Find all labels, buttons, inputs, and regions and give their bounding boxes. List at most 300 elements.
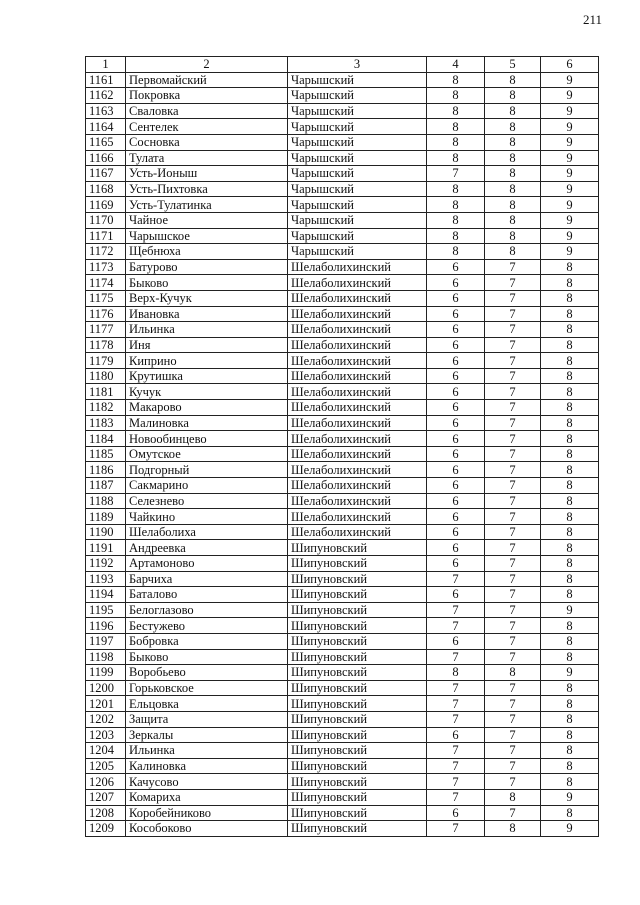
row-number-cell: 1202: [86, 711, 126, 727]
table-row: [86, 72, 599, 88]
column-header: 2: [126, 57, 288, 73]
row-number-cell: 1187: [86, 478, 126, 494]
value-cell-col6: 9: [541, 103, 599, 119]
table-row: [86, 711, 599, 727]
value-cell-col4: 6: [427, 400, 485, 416]
table-row: [86, 540, 599, 556]
table-row: [86, 181, 599, 197]
settlement-name-cell: Кучук: [126, 384, 288, 400]
row-number-cell: 1186: [86, 462, 126, 478]
row-number-cell: 1204: [86, 743, 126, 759]
value-cell-col6: 9: [541, 789, 599, 805]
table-row: [86, 805, 599, 821]
district-name-cell: Шелаболихинский: [288, 290, 427, 306]
value-cell-col6: 9: [541, 665, 599, 681]
settlement-name-cell: Сентелек: [126, 119, 288, 135]
value-cell-col6: 8: [541, 446, 599, 462]
value-cell-col6: 9: [541, 150, 599, 166]
value-cell-col6: 8: [541, 493, 599, 509]
row-number-cell: 1178: [86, 337, 126, 353]
value-cell-col4: 8: [427, 665, 485, 681]
table-row: [86, 103, 599, 119]
value-cell-col4: 6: [427, 462, 485, 478]
settlement-name-cell: Комариха: [126, 789, 288, 805]
value-cell-col5: 8: [485, 88, 541, 104]
settlement-name-cell: Барчиха: [126, 571, 288, 587]
settlement-name-cell: Чарышское: [126, 228, 288, 244]
value-cell-col5: 8: [485, 166, 541, 182]
table-row: [86, 244, 599, 260]
district-name-cell: Шипуновский: [288, 758, 427, 774]
settlement-name-cell: Баталово: [126, 587, 288, 603]
row-number-cell: 1200: [86, 680, 126, 696]
district-name-cell: Шипуновский: [288, 743, 427, 759]
row-number-cell: 1191: [86, 540, 126, 556]
district-name-cell: Шипуновский: [288, 571, 427, 587]
row-number-cell: 1189: [86, 509, 126, 525]
column-header: 6: [541, 57, 599, 73]
district-name-cell: Шелаболихинский: [288, 306, 427, 322]
row-number-cell: 1183: [86, 415, 126, 431]
table-row: [86, 649, 599, 665]
page-number: 211: [582, 12, 602, 27]
settlement-name-cell: Верх-Кучук: [126, 290, 288, 306]
value-cell-col6: 8: [541, 462, 599, 478]
table-row: [86, 821, 599, 837]
value-cell-col4: 6: [427, 259, 485, 275]
value-cell-col6: 8: [541, 805, 599, 821]
value-cell-col5: 7: [485, 587, 541, 603]
settlement-name-cell: Сваловка: [126, 103, 288, 119]
value-cell-col4: 7: [427, 571, 485, 587]
district-name-cell: Чарышский: [288, 197, 427, 213]
value-cell-col5: 7: [485, 322, 541, 338]
row-number-cell: 1203: [86, 727, 126, 743]
table-row: [86, 587, 599, 603]
table-row: [86, 353, 599, 369]
settlement-name-cell: Тулата: [126, 150, 288, 166]
table-row: [86, 337, 599, 353]
value-cell-col5: 7: [485, 618, 541, 634]
table-row: [86, 259, 599, 275]
value-cell-col6: 8: [541, 368, 599, 384]
settlement-name-cell: Ильинка: [126, 322, 288, 338]
row-number-cell: 1197: [86, 633, 126, 649]
table-row: [86, 524, 599, 540]
table-row: [86, 150, 599, 166]
district-name-cell: Шелаболихинский: [288, 509, 427, 525]
value-cell-col4: 6: [427, 587, 485, 603]
value-cell-col6: 8: [541, 306, 599, 322]
value-cell-col4: 6: [427, 540, 485, 556]
value-cell-col6: 8: [541, 337, 599, 353]
column-header: 1: [86, 57, 126, 73]
value-cell-col4: 8: [427, 88, 485, 104]
row-number-cell: 1190: [86, 524, 126, 540]
district-name-cell: Шелаболихинский: [288, 493, 427, 509]
settlement-name-cell: Крутишка: [126, 368, 288, 384]
value-cell-col5: 7: [485, 275, 541, 291]
value-cell-col5: 7: [485, 680, 541, 696]
column-header: 4: [427, 57, 485, 73]
settlement-name-cell: Бестужево: [126, 618, 288, 634]
value-cell-col4: 7: [427, 166, 485, 182]
value-cell-col4: 7: [427, 618, 485, 634]
value-cell-col5: 7: [485, 337, 541, 353]
settlement-name-cell: Андреевка: [126, 540, 288, 556]
value-cell-col4: 7: [427, 789, 485, 805]
value-cell-col6: 8: [541, 743, 599, 759]
row-number-cell: 1207: [86, 789, 126, 805]
value-cell-col6: 8: [541, 431, 599, 447]
value-cell-col5: 7: [485, 478, 541, 494]
settlements-table: [85, 56, 599, 837]
district-name-cell: Шелаболихинский: [288, 353, 427, 369]
row-number-cell: 1196: [86, 618, 126, 634]
row-number-cell: 1193: [86, 571, 126, 587]
settlement-name-cell: Бобровка: [126, 633, 288, 649]
value-cell-col6: 9: [541, 134, 599, 150]
value-cell-col5: 7: [485, 743, 541, 759]
value-cell-col6: 8: [541, 275, 599, 291]
value-cell-col5: 7: [485, 368, 541, 384]
row-number-cell: 1184: [86, 431, 126, 447]
row-number-cell: 1194: [86, 587, 126, 603]
district-name-cell: Чарышский: [288, 103, 427, 119]
value-cell-col5: 8: [485, 244, 541, 260]
district-name-cell: Чарышский: [288, 88, 427, 104]
settlement-name-cell: Киприно: [126, 353, 288, 369]
value-cell-col5: 7: [485, 649, 541, 665]
value-cell-col5: 8: [485, 119, 541, 135]
value-cell-col4: 6: [427, 493, 485, 509]
value-cell-col6: 8: [541, 400, 599, 416]
value-cell-col4: 6: [427, 509, 485, 525]
value-cell-col4: 6: [427, 415, 485, 431]
value-cell-col6: 9: [541, 212, 599, 228]
value-cell-col6: 9: [541, 197, 599, 213]
district-name-cell: Шелаболихинский: [288, 259, 427, 275]
district-name-cell: Чарышский: [288, 181, 427, 197]
table-row: [86, 509, 599, 525]
table-row: [86, 633, 599, 649]
table-row: [86, 228, 599, 244]
table-row: [86, 166, 599, 182]
value-cell-col6: 8: [541, 774, 599, 790]
value-cell-col4: 8: [427, 181, 485, 197]
table-body: [86, 57, 599, 837]
value-cell-col5: 7: [485, 524, 541, 540]
value-cell-col5: 7: [485, 259, 541, 275]
table-row: [86, 493, 599, 509]
settlement-name-cell: Артамоново: [126, 556, 288, 572]
table-row: [86, 88, 599, 104]
district-name-cell: Шелаболихинский: [288, 400, 427, 416]
table-row: [86, 322, 599, 338]
district-name-cell: Шелаболихинский: [288, 524, 427, 540]
row-number-cell: 1177: [86, 322, 126, 338]
value-cell-col5: 8: [485, 665, 541, 681]
table-row: [86, 571, 599, 587]
row-number-cell: 1199: [86, 665, 126, 681]
table-row: [86, 134, 599, 150]
row-number-cell: 1165: [86, 134, 126, 150]
district-name-cell: Шипуновский: [288, 821, 427, 837]
settlement-name-cell: Ельцовка: [126, 696, 288, 712]
district-name-cell: Чарышский: [288, 228, 427, 244]
row-number-cell: 1192: [86, 556, 126, 572]
value-cell-col5: 7: [485, 462, 541, 478]
settlement-name-cell: Ивановка: [126, 306, 288, 322]
value-cell-col5: 7: [485, 384, 541, 400]
table-row: [86, 774, 599, 790]
value-cell-col4: 6: [427, 524, 485, 540]
row-number-cell: 1185: [86, 446, 126, 462]
row-number-cell: 1182: [86, 400, 126, 416]
table-row: [86, 400, 599, 416]
value-cell-col5: 7: [485, 446, 541, 462]
settlement-name-cell: Усть-Тулатинка: [126, 197, 288, 213]
value-cell-col6: 9: [541, 72, 599, 88]
value-cell-col6: 8: [541, 384, 599, 400]
value-cell-col5: 7: [485, 353, 541, 369]
value-cell-col4: 8: [427, 244, 485, 260]
district-name-cell: Чарышский: [288, 166, 427, 182]
row-number-cell: 1168: [86, 181, 126, 197]
district-name-cell: Чарышский: [288, 150, 427, 166]
row-number-cell: 1175: [86, 290, 126, 306]
value-cell-col6: 8: [541, 524, 599, 540]
table-row: [86, 212, 599, 228]
district-name-cell: Шипуновский: [288, 680, 427, 696]
settlement-name-cell: Усть-Ионыш: [126, 166, 288, 182]
value-cell-col4: 6: [427, 368, 485, 384]
district-name-cell: Шипуновский: [288, 774, 427, 790]
value-cell-col5: 7: [485, 493, 541, 509]
district-name-cell: Шелаболихинский: [288, 415, 427, 431]
row-number-cell: 1173: [86, 259, 126, 275]
row-number-cell: 1166: [86, 150, 126, 166]
column-header: 3: [288, 57, 427, 73]
row-number-cell: 1162: [86, 88, 126, 104]
value-cell-col6: 8: [541, 322, 599, 338]
district-name-cell: Шипуновский: [288, 618, 427, 634]
value-cell-col5: 8: [485, 789, 541, 805]
value-cell-col5: 8: [485, 134, 541, 150]
row-number-cell: 1195: [86, 602, 126, 618]
value-cell-col5: 8: [485, 197, 541, 213]
value-cell-col6: 8: [541, 540, 599, 556]
value-cell-col6: 8: [541, 649, 599, 665]
value-cell-col5: 7: [485, 805, 541, 821]
settlement-name-cell: Первомайский: [126, 72, 288, 88]
table-row: [86, 478, 599, 494]
district-name-cell: Шелаболихинский: [288, 431, 427, 447]
value-cell-col5: 7: [485, 431, 541, 447]
value-cell-col6: 9: [541, 181, 599, 197]
value-cell-col4: 6: [427, 446, 485, 462]
value-cell-col5: 7: [485, 540, 541, 556]
value-cell-col6: 8: [541, 618, 599, 634]
district-name-cell: Шипуновский: [288, 805, 427, 821]
value-cell-col4: 6: [427, 384, 485, 400]
row-number-cell: 1181: [86, 384, 126, 400]
settlement-name-cell: Кособоково: [126, 821, 288, 837]
settlement-name-cell: Новообинцево: [126, 431, 288, 447]
district-name-cell: Шипуновский: [288, 696, 427, 712]
value-cell-col6: 9: [541, 228, 599, 244]
table-row: [86, 197, 599, 213]
value-cell-col5: 7: [485, 571, 541, 587]
value-cell-col4: 8: [427, 119, 485, 135]
row-number-cell: 1198: [86, 649, 126, 665]
value-cell-col5: 8: [485, 150, 541, 166]
value-cell-col4: 7: [427, 649, 485, 665]
value-cell-col6: 9: [541, 244, 599, 260]
table-row: [86, 618, 599, 634]
value-cell-col4: 6: [427, 478, 485, 494]
settlement-name-cell: Защита: [126, 711, 288, 727]
value-cell-col5: 8: [485, 181, 541, 197]
value-cell-col5: 7: [485, 306, 541, 322]
row-number-cell: 1206: [86, 774, 126, 790]
value-cell-col4: 6: [427, 322, 485, 338]
table-row: [86, 602, 599, 618]
value-cell-col4: 6: [427, 633, 485, 649]
value-cell-col6: 8: [541, 571, 599, 587]
district-name-cell: Шелаболихинский: [288, 446, 427, 462]
district-name-cell: Шипуновский: [288, 587, 427, 603]
table-row: [86, 758, 599, 774]
value-cell-col6: 9: [541, 88, 599, 104]
value-cell-col6: 8: [541, 478, 599, 494]
district-name-cell: Чарышский: [288, 134, 427, 150]
value-cell-col4: 8: [427, 197, 485, 213]
value-cell-col4: 8: [427, 134, 485, 150]
value-cell-col6: 8: [541, 711, 599, 727]
settlement-name-cell: Калиновка: [126, 758, 288, 774]
value-cell-col5: 7: [485, 696, 541, 712]
value-cell-col6: 8: [541, 259, 599, 275]
table-row: [86, 446, 599, 462]
settlement-name-cell: Малиновка: [126, 415, 288, 431]
value-cell-col4: 6: [427, 805, 485, 821]
value-cell-col5: 7: [485, 711, 541, 727]
settlement-name-cell: Быково: [126, 275, 288, 291]
value-cell-col6: 8: [541, 415, 599, 431]
value-cell-col6: 8: [541, 633, 599, 649]
value-cell-col4: 7: [427, 821, 485, 837]
value-cell-col6: 8: [541, 587, 599, 603]
value-cell-col6: 8: [541, 556, 599, 572]
table-row: [86, 384, 599, 400]
value-cell-col4: 8: [427, 212, 485, 228]
row-number-cell: 1174: [86, 275, 126, 291]
table-row: [86, 290, 599, 306]
value-cell-col5: 8: [485, 103, 541, 119]
district-name-cell: Шипуновский: [288, 602, 427, 618]
value-cell-col6: 8: [541, 290, 599, 306]
value-cell-col6: 8: [541, 727, 599, 743]
value-cell-col5: 7: [485, 290, 541, 306]
value-cell-col4: 7: [427, 696, 485, 712]
value-cell-col4: 7: [427, 743, 485, 759]
settlement-name-cell: Качусово: [126, 774, 288, 790]
settlement-name-cell: Иня: [126, 337, 288, 353]
settlement-name-cell: Щебнюха: [126, 244, 288, 260]
value-cell-col4: 8: [427, 150, 485, 166]
value-cell-col5: 7: [485, 400, 541, 416]
table-row: [86, 462, 599, 478]
settlement-name-cell: Макарово: [126, 400, 288, 416]
row-number-cell: 1209: [86, 821, 126, 837]
settlement-name-cell: Селезнево: [126, 493, 288, 509]
settlement-name-cell: Коробейниково: [126, 805, 288, 821]
row-number-cell: 1163: [86, 103, 126, 119]
value-cell-col5: 8: [485, 228, 541, 244]
value-cell-col6: 8: [541, 680, 599, 696]
district-name-cell: Шипуновский: [288, 789, 427, 805]
value-cell-col6: 9: [541, 821, 599, 837]
district-name-cell: Шипуновский: [288, 649, 427, 665]
value-cell-col5: 7: [485, 774, 541, 790]
table-row: [86, 556, 599, 572]
district-name-cell: Шелаболихинский: [288, 384, 427, 400]
value-cell-col6: 9: [541, 602, 599, 618]
district-name-cell: Шипуновский: [288, 633, 427, 649]
value-cell-col4: 6: [427, 275, 485, 291]
row-number-cell: 1167: [86, 166, 126, 182]
table-row: [86, 789, 599, 805]
settlement-name-cell: Чайкино: [126, 509, 288, 525]
row-number-cell: 1171: [86, 228, 126, 244]
value-cell-col5: 7: [485, 727, 541, 743]
value-cell-col4: 8: [427, 103, 485, 119]
row-number-cell: 1176: [86, 306, 126, 322]
value-cell-col6: 9: [541, 166, 599, 182]
row-number-cell: 1179: [86, 353, 126, 369]
settlement-name-cell: Сакмарино: [126, 478, 288, 494]
row-number-cell: 1161: [86, 72, 126, 88]
table-row: [86, 743, 599, 759]
value-cell-col4: 6: [427, 556, 485, 572]
value-cell-col5: 8: [485, 72, 541, 88]
value-cell-col5: 7: [485, 509, 541, 525]
value-cell-col5: 7: [485, 758, 541, 774]
value-cell-col6: 9: [541, 119, 599, 135]
value-cell-col4: 6: [427, 431, 485, 447]
value-cell-col6: 8: [541, 696, 599, 712]
value-cell-col6: 8: [541, 509, 599, 525]
value-cell-col4: 7: [427, 680, 485, 696]
settlement-name-cell: Усть-Пихтовка: [126, 181, 288, 197]
value-cell-col5: 8: [485, 821, 541, 837]
value-cell-col4: 6: [427, 727, 485, 743]
value-cell-col5: 7: [485, 633, 541, 649]
value-cell-col6: 8: [541, 758, 599, 774]
district-name-cell: Шелаболихинский: [288, 275, 427, 291]
settlement-name-cell: Быково: [126, 649, 288, 665]
settlement-name-cell: Чайное: [126, 212, 288, 228]
table-row: [86, 665, 599, 681]
row-number-cell: 1172: [86, 244, 126, 260]
value-cell-col5: 8: [485, 212, 541, 228]
table-row: [86, 306, 599, 322]
table-row: [86, 680, 599, 696]
settlement-name-cell: Сосновка: [126, 134, 288, 150]
settlement-name-cell: Покровка: [126, 88, 288, 104]
table-row: [86, 727, 599, 743]
